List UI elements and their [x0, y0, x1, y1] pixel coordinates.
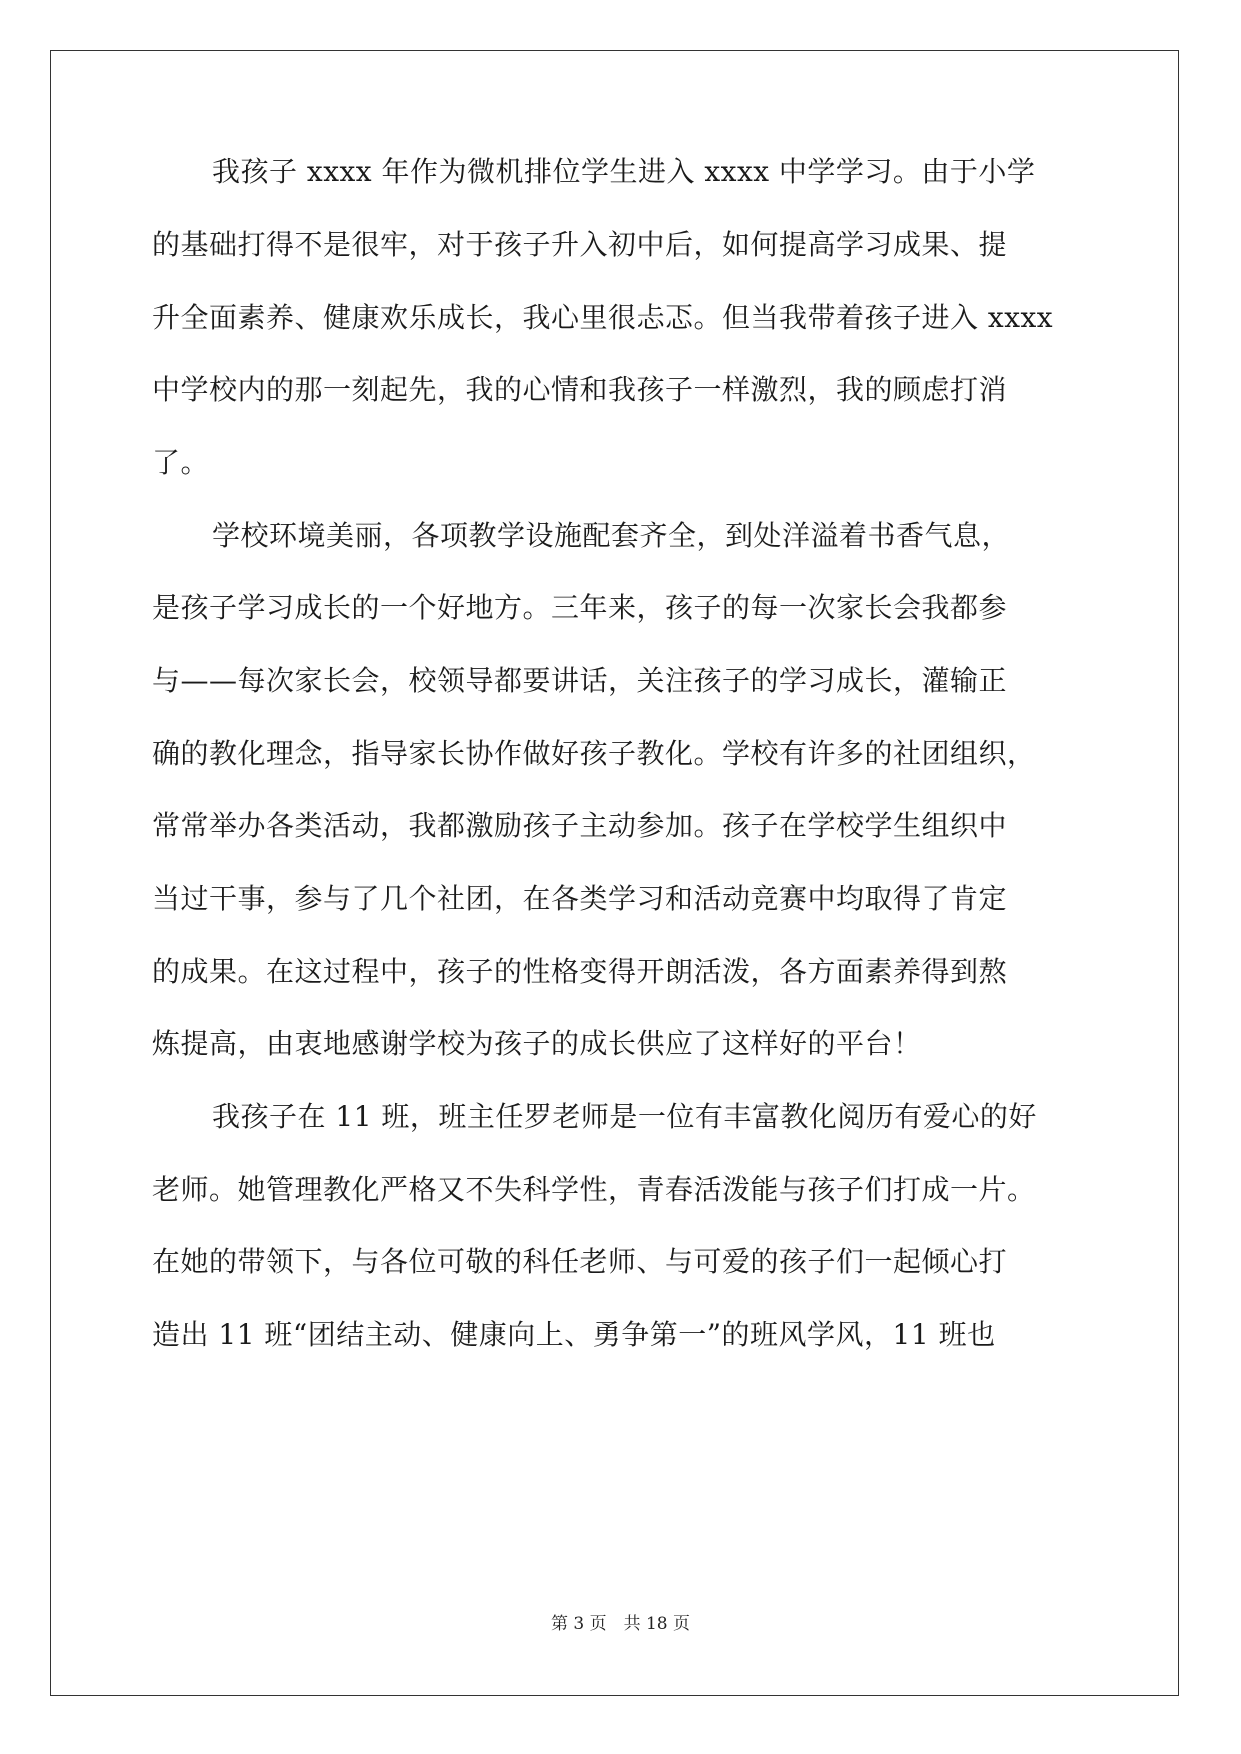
- paragraph-2-line-4: 确的教化理念，指导家长协作做好孩子教化。学校有许多的社团组织，: [152, 737, 1036, 770]
- paragraph-1-line-3: 升全面素养、健康欢乐成长，我心里很忐忑。但当我带着孩子进入 xxxx: [152, 301, 1054, 334]
- paragraph-2-line-6: 当过干事，参与了几个社团，在各类学习和活动竞赛中均取得了肯定: [152, 882, 1008, 915]
- paragraph-3-line-1: 我孩子在 11 班，班主任罗老师是一位有丰富教化阅历有爱心的好: [212, 1100, 1037, 1133]
- paragraph-2-line-8: 炼提高，由衷地感谢学校为孩子的成长供应了这样好的平台！: [152, 1027, 922, 1060]
- paragraph-2-line-5: 常常举办各类活动，我都激励孩子主动参加。孩子在学校学生组织中: [152, 809, 1008, 842]
- paragraph-1-line-5: 了。: [152, 446, 210, 479]
- page-border: [50, 50, 1179, 1696]
- paragraph-2-line-1: 学校环境美丽，各项教学设施配套齐全，到处洋溢着书香气息，: [212, 519, 1011, 552]
- paragraph-3-line-4: 造出 11 班“团结主动、健康向上、勇争第一”的班风学风，11 班也: [152, 1318, 996, 1351]
- paragraph-2-line-2: 是孩子学习成长的一个好地方。三年来，孩子的每一次家长会我都参: [152, 591, 1008, 624]
- paragraph-3-line-2: 老师。她管理教化严格又不失科学性，青春活泼能与孩子们打成一片。: [152, 1173, 1036, 1206]
- paragraph-2-line-7: 的成果。在这过程中，孩子的性格变得开朗活泼，各方面素养得到熬: [152, 955, 1008, 988]
- paragraph-2-line-3: 与——每次家长会，校领导都要讲话，关注孩子的学习成长，灌输正: [152, 664, 1008, 697]
- paragraph-1-line-1: 我孩子 xxxx 年作为微机排位学生进入 xxxx 中学学习。由于小学: [212, 155, 1036, 188]
- paragraph-1-line-2: 的基础打得不是很牢，对于孩子升入初中后，如何提高学习成果、提: [152, 228, 1008, 261]
- paragraph-1-line-4: 中学校内的那一刻起先，我的心情和我孩子一样激烈，我的顾虑打消: [152, 373, 1008, 406]
- page-number-footer: 第 3 页 共 18 页: [550, 1614, 691, 1634]
- paragraph-3-line-3: 在她的带领下，与各位可敬的科任老师、与可爱的孩子们一起倾心打: [152, 1245, 1008, 1278]
